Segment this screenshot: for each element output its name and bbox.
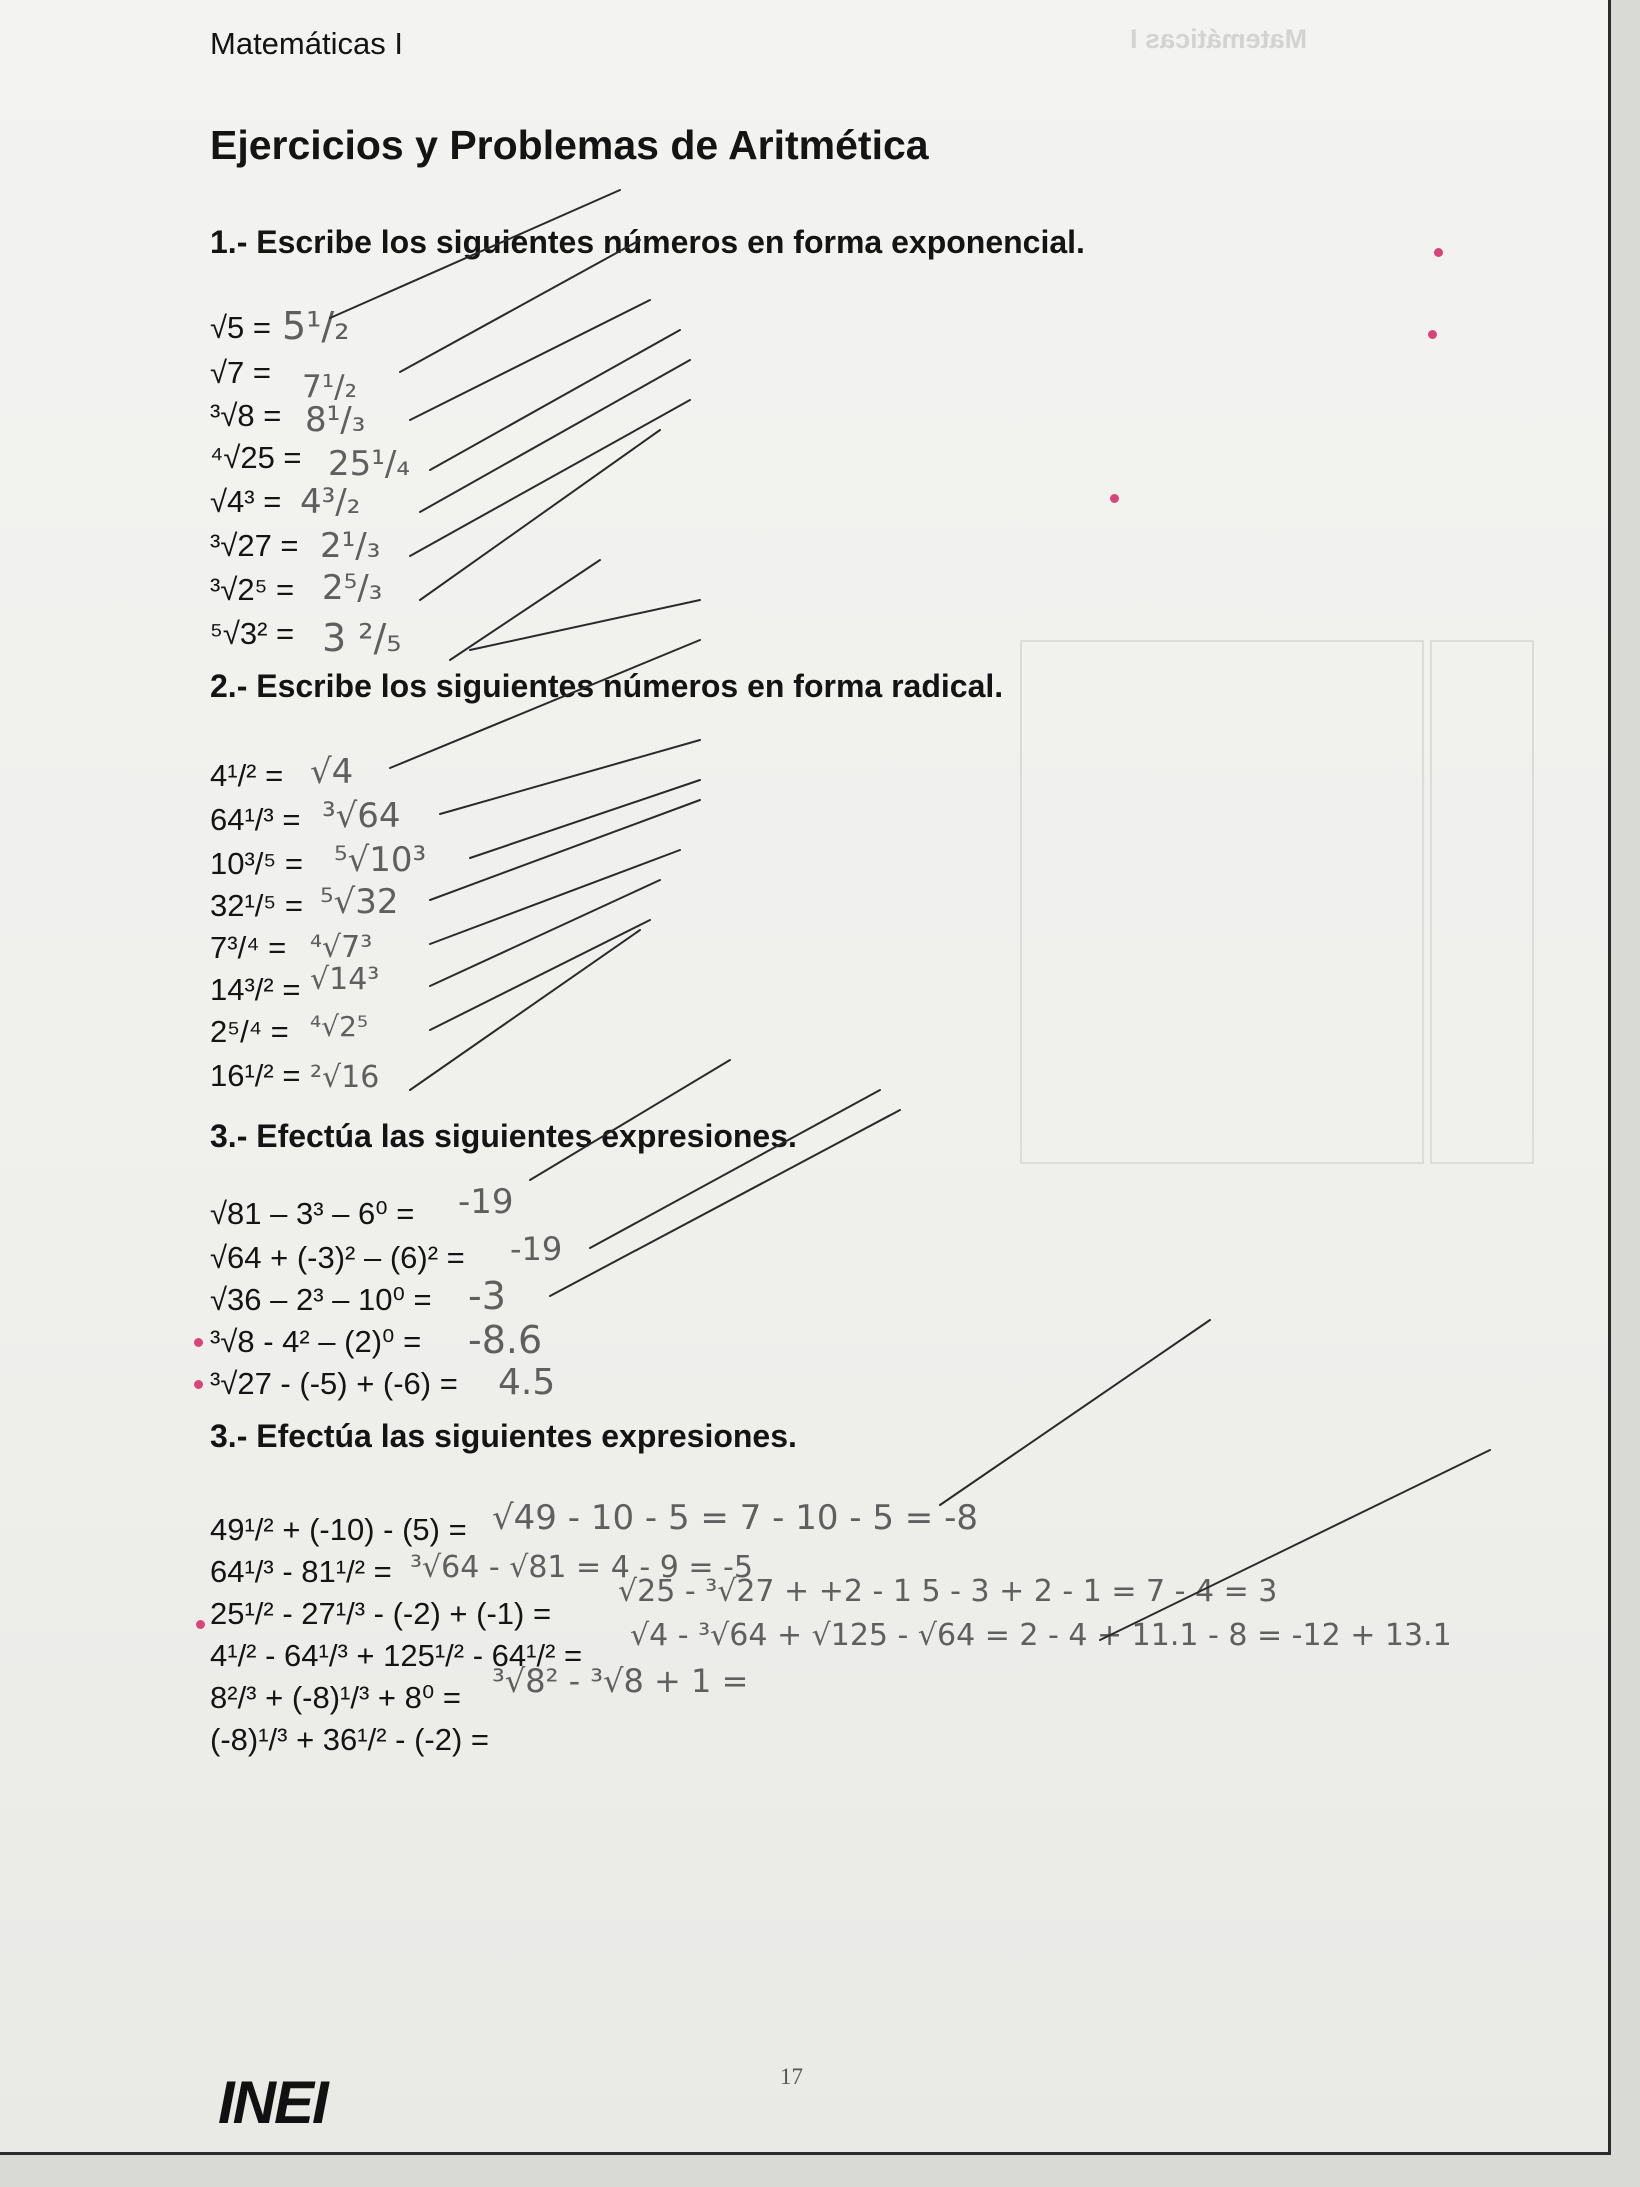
handwritten-answer: 8¹/₃	[305, 400, 366, 440]
handwritten-answer: ⁴√7³	[310, 930, 373, 965]
handwritten-answer: -3	[468, 1274, 506, 1318]
course-header: Matemáticas I	[210, 26, 403, 61]
handwritten-answer: √4	[310, 752, 354, 792]
page-title: Ejercicios y Problemas de Aritmética	[210, 122, 929, 168]
exercise-prompt: √64 + (-3)² – (6)² =	[210, 1240, 465, 1275]
exercise-prompt: 64¹/³ - 81¹/² =	[210, 1554, 392, 1589]
exercise-prompt: 64¹/³ =	[210, 802, 301, 837]
handwritten-answer: 2¹/₃	[320, 526, 381, 566]
exercise-prompt: √36 – 2³ – 10⁰ =	[210, 1282, 432, 1317]
handwritten-answer: -8.6	[468, 1318, 543, 1362]
inei-logo: INEI	[218, 2069, 327, 2136]
exercise-prompt: ⁴√25 =	[210, 440, 302, 475]
handwritten-answer: 7¹/₂	[302, 369, 358, 405]
handwritten-answer: -19	[510, 1230, 563, 1268]
exercise-prompt: √5 =	[210, 310, 271, 345]
handwritten-answer: ⁵√10³	[334, 840, 427, 880]
exercise-prompt: 10³/⁵ =	[210, 846, 303, 881]
exercise-prompt: 32¹/⁵ =	[210, 888, 303, 923]
section4-title: 3.- Efectúa las siguientes expresiones.	[210, 1418, 797, 1454]
exercise-prompt: 16¹/² =	[210, 1058, 301, 1093]
exercise-prompt: ³√8 =	[210, 398, 282, 433]
handwritten-answer: 2⁵/₃	[322, 568, 383, 608]
handwritten-answer: 3 ²/₅	[322, 616, 402, 660]
handwritten-answer: 5¹/₂	[282, 304, 350, 348]
exercise-prompt: √7 =	[210, 355, 271, 390]
exercise-prompt: √81 – 3³ – 6⁰ =	[210, 1196, 415, 1231]
handwritten-answer: 25¹/₄	[328, 444, 410, 484]
exercise-prompt: ⁵√3² =	[210, 616, 295, 651]
exercise-prompt: 14³/² =	[210, 972, 301, 1007]
handwritten-answer: ³√64 - √81 = 4 - 9 = -5	[410, 1550, 753, 1585]
exercise-prompt: √4³ =	[210, 484, 282, 519]
handwritten-answer: ²√16	[310, 1060, 380, 1095]
exercise-prompt: 8²/³ + (-8)¹/³ + 8⁰ =	[210, 1680, 462, 1715]
handwritten-answer: ³√8² - ³√8 + 1 =	[492, 1662, 749, 1700]
exercise-prompt: 49¹/² + (-10) - (5) =	[210, 1512, 467, 1547]
section2-title: 2.- Escribe los siguientes números en forma radical.	[210, 668, 1004, 704]
exercise-prompt: (-8)¹/³ + 36¹/² - (-2) =	[210, 1722, 490, 1757]
exercise-prompt: ³√8 - 4² – (2)⁰ =	[210, 1324, 422, 1359]
handwritten-answer: 4.5	[498, 1362, 556, 1403]
exercise-prompt: ³√27 =	[210, 528, 299, 563]
exercise-prompt: ³√27 - (-5) + (-6) =	[210, 1366, 458, 1401]
handwritten-answer: √4 - ³√64 + √125 - √64 = 2 - 4 + 11.1 - 8 = -12 + 13.1	[630, 1618, 1452, 1653]
section1-title: 1.- Escribe los siguientes números en forma exponencial.	[210, 224, 1085, 260]
handwritten-answer: √49 - 10 - 5 = 7 - 10 - 5 = -8	[492, 1498, 978, 1538]
bleed-through: Matemáticas I	[1130, 24, 1308, 54]
exercise-prompt: 25¹/² - 27¹/³ - (-2) + (-1) =	[210, 1596, 552, 1631]
handwritten-answer: ⁴√2⁵	[310, 1010, 369, 1043]
handwritten-answer: ³√64	[322, 796, 401, 836]
exercise-prompt: 2⁵/⁴ =	[210, 1014, 289, 1049]
handwritten-answer: 4³/₂	[300, 482, 361, 522]
exercise-prompt: ³√2⁵ =	[210, 572, 295, 607]
exercise-prompt: 7³/⁴ =	[210, 930, 287, 965]
page-number: 17	[780, 2064, 803, 2089]
section3-title: 3.- Efectúa las siguientes expresiones.	[210, 1118, 797, 1154]
handwritten-answer: -19	[458, 1182, 514, 1222]
handwritten-answer: √25 - ³√27 + +2 - 1 5 - 3 + 2 - 1 = 7 - 4 = 3	[618, 1574, 1278, 1609]
exercise-prompt: 4¹/² =	[210, 758, 284, 793]
handwritten-answer: ⁵√32	[320, 882, 399, 922]
exercise-prompt: 4¹/² - 64¹/³ + 125¹/² - 64¹/² =	[210, 1638, 583, 1673]
handwritten-answer: √14³	[310, 962, 380, 997]
